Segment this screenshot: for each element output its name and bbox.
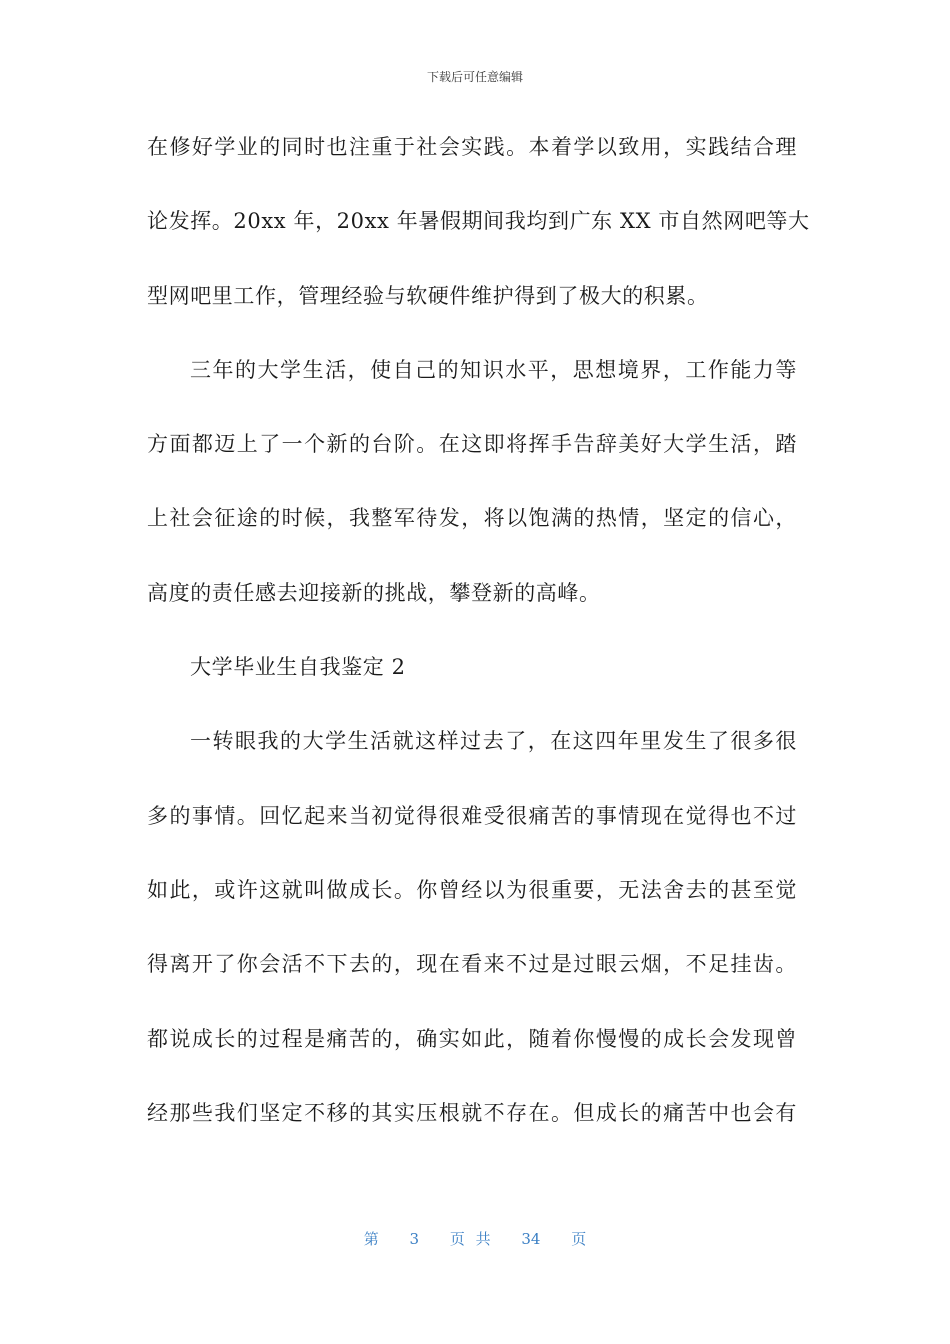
text-line: 经那些我们坚定不移的其实压根就不存在。但成长的痛苦中也会有 [147, 1100, 797, 1125]
page-current: 3 [409, 1230, 420, 1248]
text-line: 一转眼我的大学生活就这样过去了，在这四年里发生了很多很 [190, 729, 797, 754]
text-line: 在修好学业的同时也注重于社会实践。本着学以致用，实践结合理 [147, 135, 797, 159]
text-line: 都说成长的过程是痛苦的，确实如此，随着你慢慢的成长会发现曾 [147, 1026, 797, 1051]
section-heading: 大学毕业生自我鉴定 2 [190, 655, 406, 680]
text-line: 多的事情。回忆起来当初觉得很难受很痛苦的事情现在觉得也不过 [147, 803, 797, 828]
page-label-prefix: 第 [363, 1230, 379, 1248]
text-line: 高度的责任感去迎接新的挑战，攀登新的高峰。 [147, 580, 601, 605]
page-total: 34 [521, 1230, 541, 1248]
text-line: 上社会征途的时候，我整军待发，将以饱满的热情，坚定的信心， [147, 506, 797, 531]
text-line: 三年的大学生活，使自己的知识水平，思想境界，工作能力等 [190, 357, 797, 382]
body-text [147, 125, 810, 1165]
text-line: 型网吧里工作，管理经验与软硬件维护得到了极大的积累。 [147, 283, 709, 308]
page-footer [0, 1228, 950, 1249]
text-line: 得离开了你会活不下去的，现在看来不过是过眼云烟，不足挂齿。 [147, 952, 797, 977]
text-line: 论发挥。20xx 年，20xx 年暑假期间我均到广东 XX 市自然网吧等大 [147, 209, 810, 234]
text-line: 方面都迈上了一个新的台阶。在这即将挥手告辞美好大学生活，踏 [147, 432, 797, 457]
header-note: 下载后可任意编辑 [426, 70, 523, 84]
text-line: 如此，或许这就叫做成长。你曾经以为很重要，无法舍去的甚至觉 [147, 877, 797, 902]
page-label-mid: 页 共 [449, 1230, 491, 1248]
page-label-suffix: 页 [571, 1230, 587, 1248]
